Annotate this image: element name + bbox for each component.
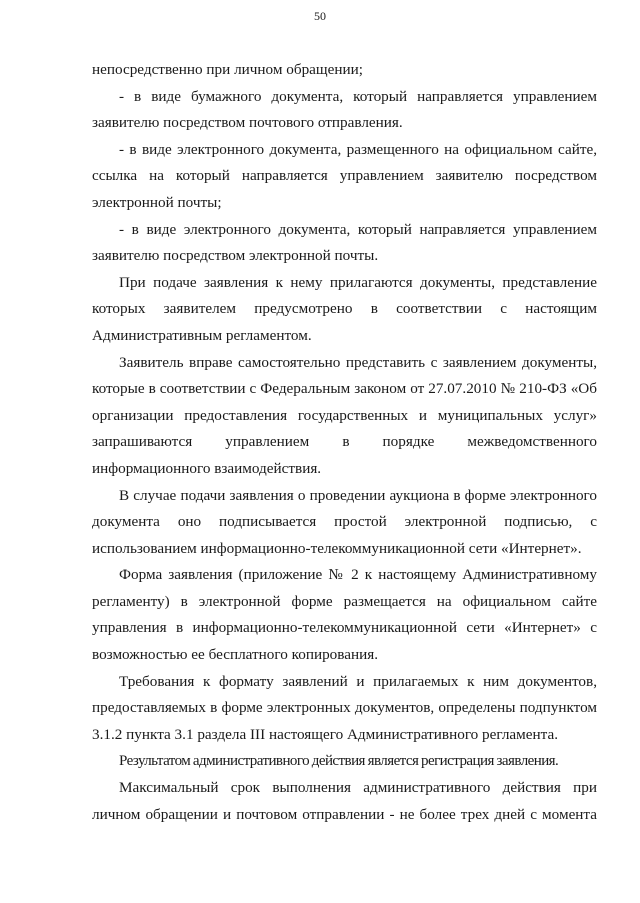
text-line: Административным регламентом. — [92, 326, 312, 344]
text-line: организации предоставления государственных и муниципальных услуг» — [92, 406, 597, 424]
text-line: 3.1.2 пункта 3.1 раздела III настоящего Административного регламента. — [92, 725, 559, 743]
text-line: ссылка на который направляется управлением заявителю посредством — [92, 167, 597, 185]
text-line: личном обращении и почтовом отправлении - не более трех дней с момента — [92, 805, 597, 823]
text-line: предоставляемых в форме электронных документов, определены подпунктом — [92, 699, 597, 717]
text-line: Результатом административного действия является регистрация заявления. — [119, 753, 559, 770]
text-line: непосредственно при личном обращении; — [92, 61, 363, 78]
text-line: управления в информационно-телекоммуникационной сети «Интернет» с — [92, 619, 597, 637]
text-line: запрашиваются управлением в порядке межведомственного — [92, 433, 597, 451]
text-line: Форма заявления (приложение № 2 к настоящему Административному — [119, 566, 597, 584]
text-line: регламенту) в электронной форме размещается на официальном сайте — [92, 592, 597, 610]
text-line: - в виде электронного документа, который направляется управлением — [119, 220, 597, 238]
text-line: заявителю посредством электронной почты. — [92, 247, 379, 265]
text-line: которые в соответствии с Федеральным законом от 27.07.2010 № 210-ФЗ «Об — [92, 380, 597, 398]
text-line: В случае подачи заявления о проведении аукциона в форме электронного — [119, 486, 597, 504]
text-line: документа оно подписывается простой электронной подписью, с — [92, 513, 597, 531]
text-line: заявителю посредством почтового отправления. — [92, 114, 403, 132]
text-line: электронной почты; — [92, 193, 222, 211]
text-line: При подаче заявления к нему прилагаются документы, представление — [119, 273, 597, 291]
text-line: Заявитель вправе самостоятельно представить с заявлением документы, — [119, 353, 597, 371]
text-line: использованием информационно-телекоммуникационной сети «Интернет». — [92, 539, 582, 557]
text-line: - в виде бумажного документа, который направляется управлением — [119, 87, 597, 105]
text-line: Максимальный срок выполнения административного действия при — [119, 779, 597, 797]
text-line: информационного взаимодействия. — [92, 459, 322, 477]
page-number: 50 — [314, 9, 326, 23]
text-line: - в виде электронного документа, размещенного на официальном сайте, — [119, 140, 597, 158]
text-line: возможностью ее бесплатного копирования. — [92, 646, 379, 664]
document-body — [92, 58, 597, 829]
text-line: которых заявителем предусмотрено в соответствии с настоящим — [92, 300, 597, 318]
text-line: Требования к формату заявлений и прилагаемых к ним документов, — [119, 672, 597, 690]
